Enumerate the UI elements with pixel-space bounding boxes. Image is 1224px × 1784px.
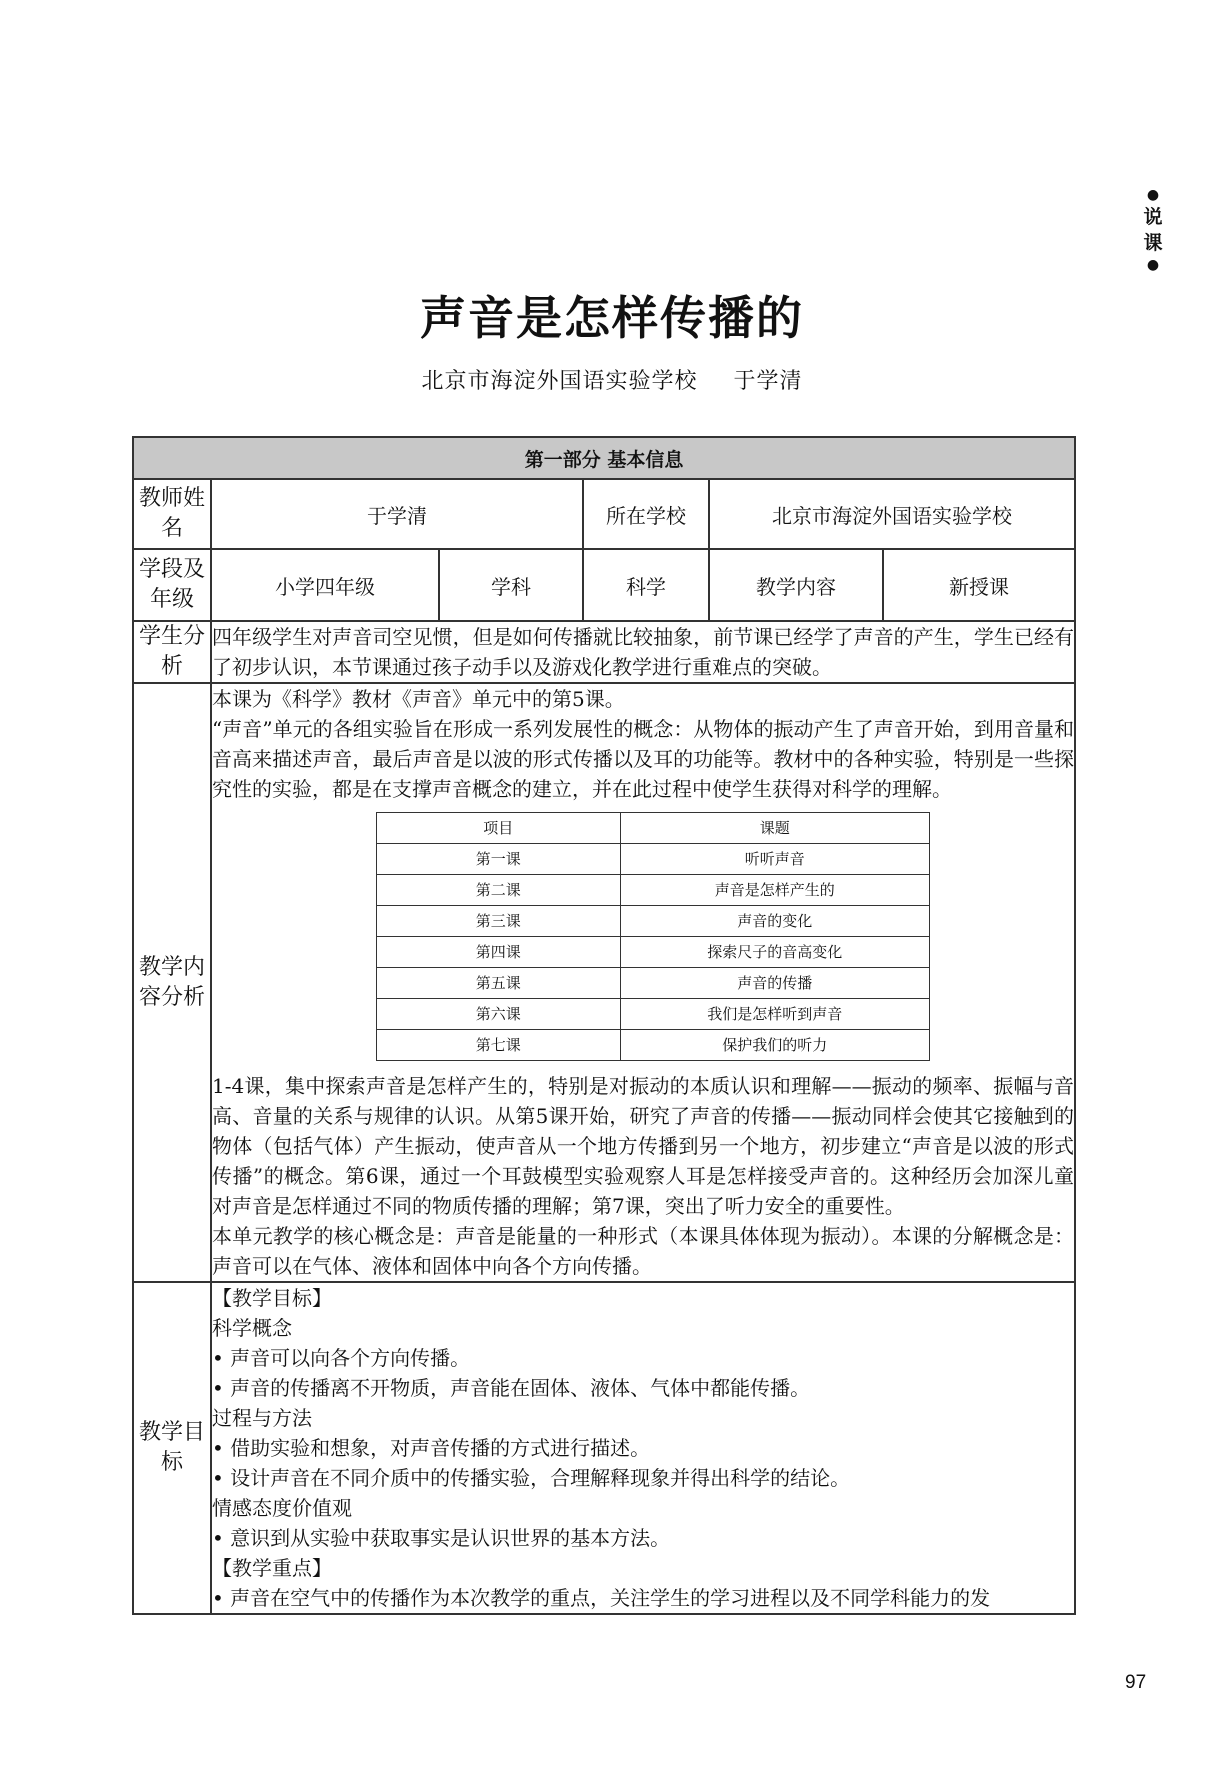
school-label: 所在学校 <box>583 479 709 549</box>
objective-item: • 意识到从实验中获取事实是认识世界的基本方法。 <box>212 1526 671 1550</box>
lesson-topic: 听听声音 <box>620 844 929 875</box>
table-header-row <box>377 813 930 844</box>
table-header-item: 项目 <box>377 813 621 844</box>
grade-value: 小学四年级 <box>211 549 439 621</box>
lesson-number: 第六课 <box>377 999 621 1030</box>
key-point-heading: 【教学重点】 <box>212 1556 332 1580</box>
objective-category: 情感态度价值观 <box>212 1496 352 1520</box>
table-header-topic: 课题 <box>620 813 929 844</box>
student-analysis-label: 学生分析 <box>133 621 211 683</box>
table-row <box>377 844 930 875</box>
side-tab-char-1: 说 <box>1143 206 1163 228</box>
author-school: 北京市海淀外国语实验学校 <box>421 369 698 394</box>
bullet-dot-top: ● <box>1146 187 1160 203</box>
content-analysis-cell <box>211 683 1075 1282</box>
table-row <box>377 937 930 968</box>
table-row <box>377 875 930 906</box>
objective-category: 科学概念 <box>212 1316 292 1340</box>
page-number: 97 <box>1125 1672 1147 1693</box>
lesson-topic: 我们是怎样听到声音 <box>620 999 929 1030</box>
content-analysis-para-1: 本课为《科学》教材《声音》单元中的第5课。 <box>212 687 625 711</box>
lesson-number: 第七课 <box>377 1030 621 1061</box>
page-title: 声音是怎样传播的 <box>420 291 804 345</box>
section-header: 第一部分 基本信息 <box>133 437 1075 479</box>
content-type-value: 新授课 <box>883 549 1075 621</box>
grade-label: 学段及年级 <box>133 549 211 621</box>
key-point-item: • 声音在空气中的传播作为本次教学的重点，关注学生的学习进程以及不同学科能力的发 <box>212 1586 991 1610</box>
content-analysis-para-2: “声音”单元的各组实验旨在形成一系列发展性的概念：从物体的振动产生了声音开始，到用音量和音高来描述声音，最后声音是以波的形式传播以及耳的功能等。教材中的各种实验，特别是一些探究性的实验，都是在支撑声音概念的建立，并在此过程中使学生获得对科学的理解。 <box>212 717 1075 801</box>
author-line <box>0 364 1224 395</box>
lesson-number: 第三课 <box>377 906 621 937</box>
student-analysis-text: 四年级学生对声音司空见惯，但是如何传播就比较抽象，前节课已经学了声音的产生，学生已经有了初步认识，本节课通过孩子动手以及游戏化教学进行重难点的突破。 <box>211 621 1075 683</box>
lesson-number: 第五课 <box>377 968 621 999</box>
table-row <box>377 968 930 999</box>
lesson-number: 第二课 <box>377 875 621 906</box>
objective-item: • 声音的传播离不开物质，声音能在固体、液体、气体中都能传播。 <box>212 1376 811 1400</box>
teacher-name-value: 于学清 <box>211 479 583 549</box>
lesson-number: 第四课 <box>377 937 621 968</box>
side-tab-char-2: 课 <box>1143 232 1163 254</box>
subject-value: 科学 <box>583 549 709 621</box>
objective-category: 过程与方法 <box>212 1406 312 1430</box>
author-name: 于学清 <box>733 369 803 394</box>
content-analysis-para-4: 本单元教学的核心概念是：声音是能量的一种形式（本课具体体现为振动）。本课的分解概念是：声音可以在气体、液体和固体中向各个方向传播。 <box>212 1224 1075 1278</box>
lesson-topic: 探索尺子的音高变化 <box>620 937 929 968</box>
lesson-topic: 保护我们的听力 <box>620 1030 929 1061</box>
unit-lessons-table <box>376 812 930 1061</box>
lesson-topic: 声音的变化 <box>620 906 929 937</box>
school-value: 北京市海淀外国语实验学校 <box>709 479 1075 549</box>
objectives-cell <box>211 1282 1075 1614</box>
content-analysis-para-3: 1-4课，集中探索声音是怎样产生的，特别是对振动的本质认识和理解——振动的频率、振幅与音高、音量的关系与规律的认识。从第5课开始，研究了声音的传播——振动同样会使其它接触到的物体（包括气体）产生振动，使声音从一个地方传播到另一个地方，初步建立“声音是以波的形式传播”的概念。第6课，通过一个耳鼓模型实验观察人耳是怎样接受声音的。这种经历会加深儿童对声音是怎样通过不同的物质传播的理解；第7课，突出了听力安全的重要性。 <box>212 1074 1075 1218</box>
content-analysis-label: 教学内容分析 <box>133 683 211 1282</box>
objective-item: • 设计声音在不同介质中的传播实验，合理解释现象并得出科学的结论。 <box>212 1466 851 1490</box>
table-row <box>377 999 930 1030</box>
lesson-info-table <box>132 436 1076 1615</box>
objectives-heading: 【教学目标】 <box>212 1286 332 1310</box>
objective-item: • 借助实验和想象，对声音传播的方式进行描述。 <box>212 1436 651 1460</box>
table-row <box>377 1030 930 1061</box>
subject-label: 学科 <box>439 549 583 621</box>
bullet-dot-bottom: ● <box>1146 257 1160 273</box>
content-type-label: 教学内容 <box>709 549 883 621</box>
table-row <box>377 906 930 937</box>
objectives-label: 教学目标 <box>133 1282 211 1614</box>
side-section-tab <box>1138 186 1168 274</box>
lesson-number: 第一课 <box>377 844 621 875</box>
objective-item: • 声音可以向各个方向传播。 <box>212 1346 471 1370</box>
lesson-topic: 声音的传播 <box>620 968 929 999</box>
teacher-name-label: 教师姓名 <box>133 479 211 549</box>
lesson-topic: 声音是怎样产生的 <box>620 875 929 906</box>
